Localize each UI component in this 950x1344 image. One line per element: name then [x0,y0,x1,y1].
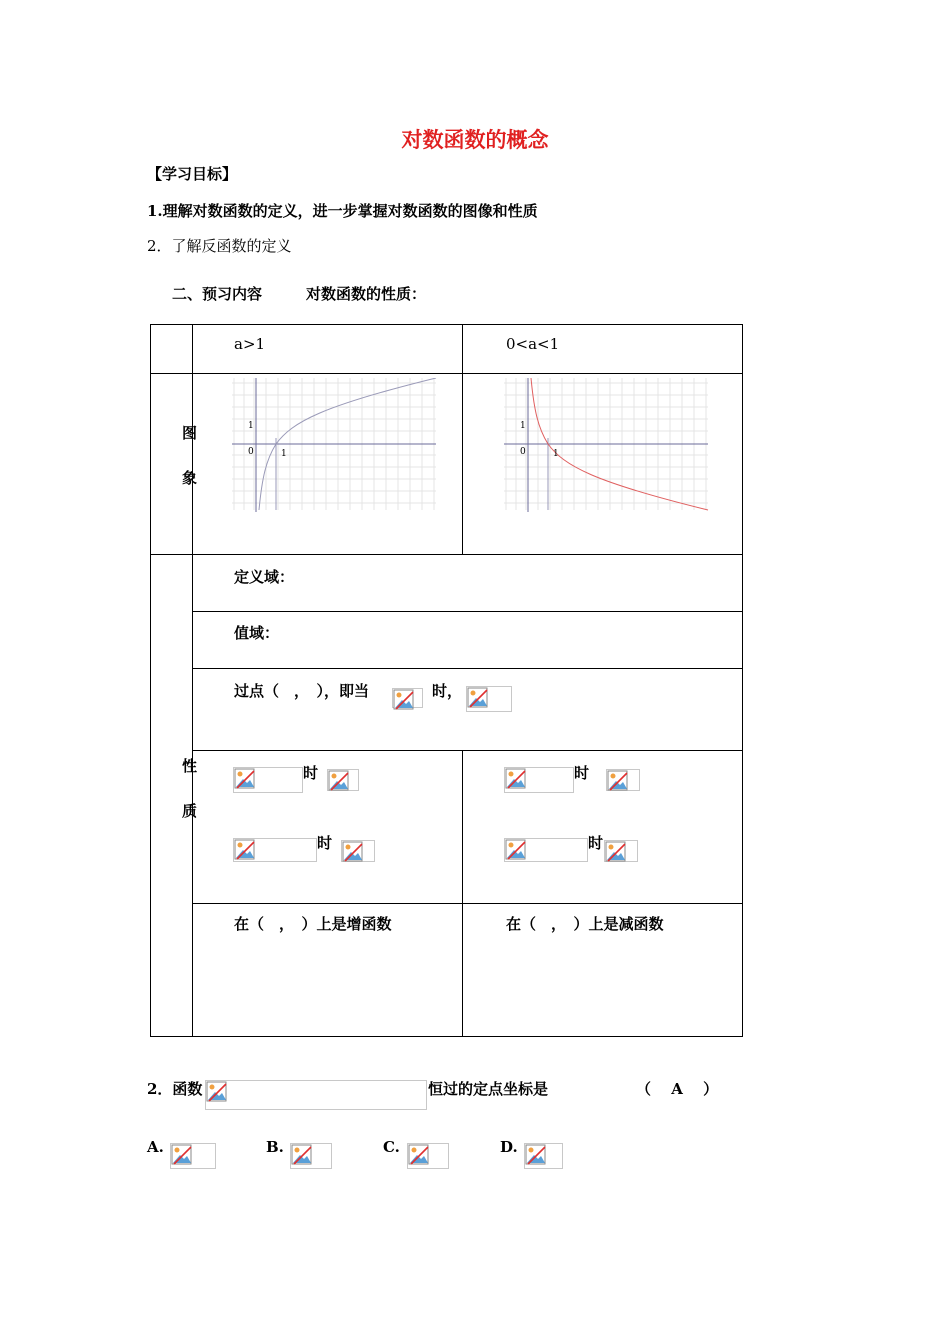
page-title: 对数函数的概念 [401,127,549,152]
formula-image-icon [466,686,512,712]
broken-image-icon [291,1144,313,1166]
preview-subheading: 对数函数的性质： [306,285,427,303]
when-text-right-2: 时 [588,834,604,852]
passes-point-text: 过点（ ， ），即当 [234,682,370,700]
broken-image-icon [607,770,629,792]
formula-image-icon [524,1143,563,1169]
option-b-label: B. [266,1138,284,1156]
formula-image-icon [407,1143,449,1169]
decreasing-text: 在（ ， ）上是减函数 [506,915,664,933]
formula-image-icon [392,688,423,708]
property-label-2: 质 [182,802,198,820]
broken-image-icon [467,687,489,709]
broken-image-icon [505,768,527,790]
formula-image-icon [504,767,574,793]
formula-image-icon [504,838,588,862]
preview-heading: 二、预习内容 [172,285,263,303]
broken-image-icon [505,839,527,861]
formula-image-icon [341,840,375,862]
section-goals: 【学习目标】 [147,165,238,183]
question-2-prefix: 2．函数 [147,1080,203,1098]
formula-image-icon [604,840,638,862]
when-text-left-1: 时 [303,764,319,782]
question-2-answer: （ A ） [636,1080,719,1098]
formula-image-icon [233,767,303,793]
property-label-1: 性 [182,757,198,775]
when-text-right-1: 时 [574,764,590,782]
formula-image-icon [205,1080,427,1110]
broken-image-icon [234,839,256,861]
formula-image-icon [327,769,359,791]
formula-image-icon [290,1143,332,1169]
header-a-between-0-1: 0<a<1 [506,335,560,353]
range-label: 值域： [234,624,280,642]
domain-label: 定义域： [234,568,295,586]
option-a-label: A. [147,1138,164,1156]
broken-image-icon [234,768,256,790]
formula-image-icon [170,1143,216,1169]
broken-image-icon [206,1081,228,1103]
broken-image-icon [171,1144,193,1166]
formula-image-icon [606,769,640,791]
right-axis-label-zero: 0 [520,447,526,457]
graph-label-1: 图 [182,424,198,442]
broken-image-icon [408,1144,430,1166]
header-a-greater-1: a>1 [234,335,266,353]
broken-image-icon [393,689,415,711]
graph-log-increasing [232,378,438,512]
option-c-label: C. [383,1138,400,1156]
option-d-label: D. [500,1138,518,1156]
broken-image-icon [328,770,350,792]
right-axis-label-one-x: 1 [553,449,559,459]
broken-image-icon [605,841,627,863]
graph-label-2: 象 [182,469,198,487]
left-axis-label-one-y: 1 [248,421,254,431]
broken-image-icon [342,841,364,863]
left-axis-label-one-x: 1 [281,449,287,459]
right-axis-label-one-y: 1 [520,421,526,431]
graph-log-decreasing [504,378,710,512]
when-comma-text: 时， [432,682,463,700]
goal-2: 2．了解反函数的定义 [147,237,292,255]
left-axis-label-zero: 0 [248,447,254,457]
when-text-left-2: 时 [317,834,333,852]
formula-image-icon [233,838,317,862]
increasing-text: 在（ ， ）上是增函数 [234,915,392,933]
question-2-suffix: 恒过的定点坐标是 [428,1080,549,1098]
goal-1: 1.理解对数函数的定义，进一步掌握对数函数的图像和性质 [147,202,538,220]
broken-image-icon [525,1144,547,1166]
